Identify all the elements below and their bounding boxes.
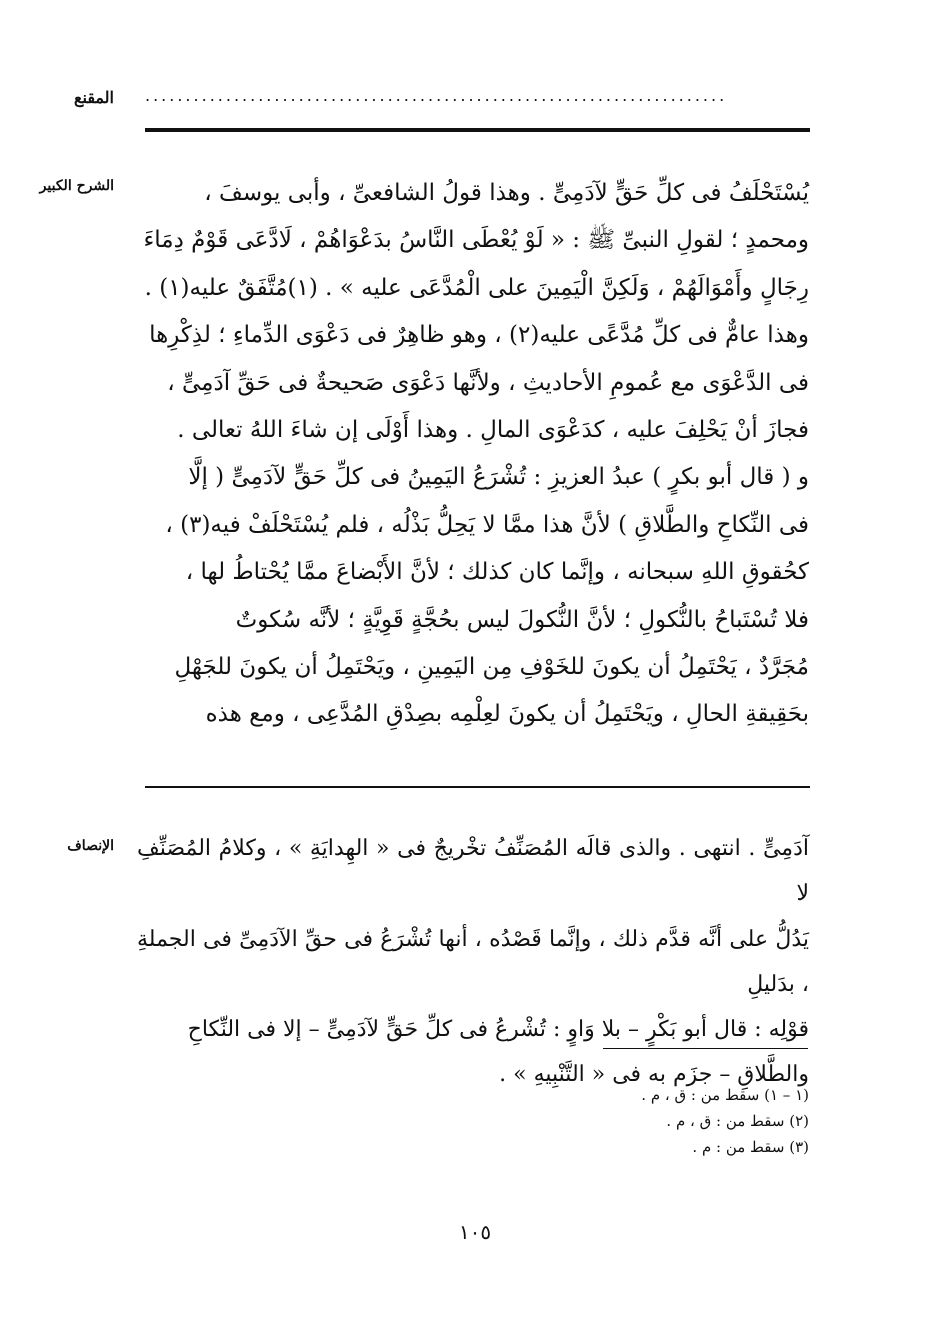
sharh-line: فى الدَّعْوَى مع عُمومِ الأحاديثِ ، ولأنَّها دَعْوَى صَحيحةٌ فى حَقِّ آدَمِىٍّ ، [167, 369, 809, 396]
insaf-line: يَدُلُّ على أنَّه قدَّم ذلك ، وإنَّما قَصْدُه ، أنها تُشْرَعُ فى حقِّ الآدَمِىِّ فى الجملةِ ، بدَليلِ [137, 926, 809, 997]
insaf-line: آدَمِىٍّ . انتهى . والذى قالَه المُصَنِّفُ تخْريجٌ فى « الهِدايَةِ » ، وكلامُ المُصَنِّفِ لا [137, 836, 809, 907]
footnote: (١ – ١) سقط من : ق ، م . [641, 1086, 809, 1104]
footnote: (٢) سقط من : ق ، م . [666, 1112, 809, 1130]
page-number: ١٠٥ [458, 1220, 492, 1244]
insaf-line: والطَّلاقِ – جزَم به فى « التَّنْبِيهِ » . [499, 1062, 809, 1088]
sharh-line: بحَقِيقةِ الحالِ ، ويَحْتَمِلُ أن يكونَ لعِلْمِه بصِدْقِ المُدَّعِى ، ومع هذه [205, 701, 809, 728]
sharh-line: و ( قال أبو بكرٍ ) عبدُ العزيزِ : تُشْرَعُ اليَمِينُ فى كلِّ حَقٍّ لآدَمِىٍّ ( إلَّا [188, 464, 809, 491]
footnote-rule [603, 1048, 808, 1049]
section-divider [145, 786, 810, 788]
sharh-line: رِجَالٍ وأَمْوَالَهُمْ ، وَلَكِنَّ الْيَمِينَ على الْمُدَّعَى عليه » . (١)مُتَّفَقٌ عليه(١) . [144, 274, 809, 301]
sharh-line: يُسْتَحْلَفُ فى كلِّ حَقٍّ لآدَمِىٍّ . وهذا قولُ الشافعىِّ ، وأبى يوسفَ ، [204, 180, 809, 206]
insaf-section-label: الإنصاف [67, 838, 114, 854]
sharh-line: مُجَرَّدٌ ، يَحْتَمِلُ أن يكونَ للخَوْفِ مِن اليَمِينِ ، ويَحْتَمِلُ أن يكونَ للجَهْلِ [174, 654, 809, 681]
insaf-text-block [137, 826, 809, 1098]
header-dotted-leader: ........................................................................ [145, 86, 728, 105]
footnotes [409, 1082, 809, 1160]
book-title: المقنع [73, 88, 114, 107]
sharh-line: فى النِّكاحِ والطَّلاقِ ) لأنَّ هذا ممَّا لا يَحِلُّ بَذْلُه ، فلم يُسْتَحْلَفْ فيه(٣) ، [165, 511, 809, 538]
insaf-line: قوْلِه : قال أبو بَكْرٍ – بلا وَاوٍ : تُشْرعُ فى كلِّ حَقٍّ لآدَمِىٍّ – إلا فى النِّكاحِ [187, 1017, 809, 1043]
footnote: (٣) سقط من : م . [692, 1138, 809, 1156]
sharh-line: كحُقوقِ اللهِ سبحانه ، وإنَّما كان كذلك ؛ لأنَّ الأَبْضاعَ ممَّا يُحْتاطُ لها ، [185, 559, 809, 586]
sharh-line: فلا تُسْتَباحُ بالنُّكولِ ؛ لأنَّ النُّكولَ ليس بحُجَّةٍ قَوِيَّةٍ ؛ لأنَّه سُكوتٌ [235, 606, 809, 633]
sharh-section-label: الشرح الكبير [39, 178, 114, 194]
sharh-line: ومحمدٍ ؛ لقولِ النبىِّ ﷺ : « لَوْ يُعْطَى النَّاسُ بدَعْوَاهُمْ ، لَادَّعَى قَوْمٌ دِمَاءَ [143, 227, 809, 254]
sharh-line: فجازَ أنْ يَحْلِفَ عليه ، كدَعْوَى المالِ . وهذا أَوْلَى إن شاءَ اللهُ تعالى . [177, 417, 809, 444]
sharh-text-block [137, 170, 809, 739]
header-rule [145, 128, 810, 132]
sharh-line: وهذا عامٌّ فى كلِّ مُدَّعًى عليه(٢) ، وهو ظاهِرٌ فى دَعْوَى الدِّماءِ ؛ لذِكْرِها [149, 322, 809, 349]
